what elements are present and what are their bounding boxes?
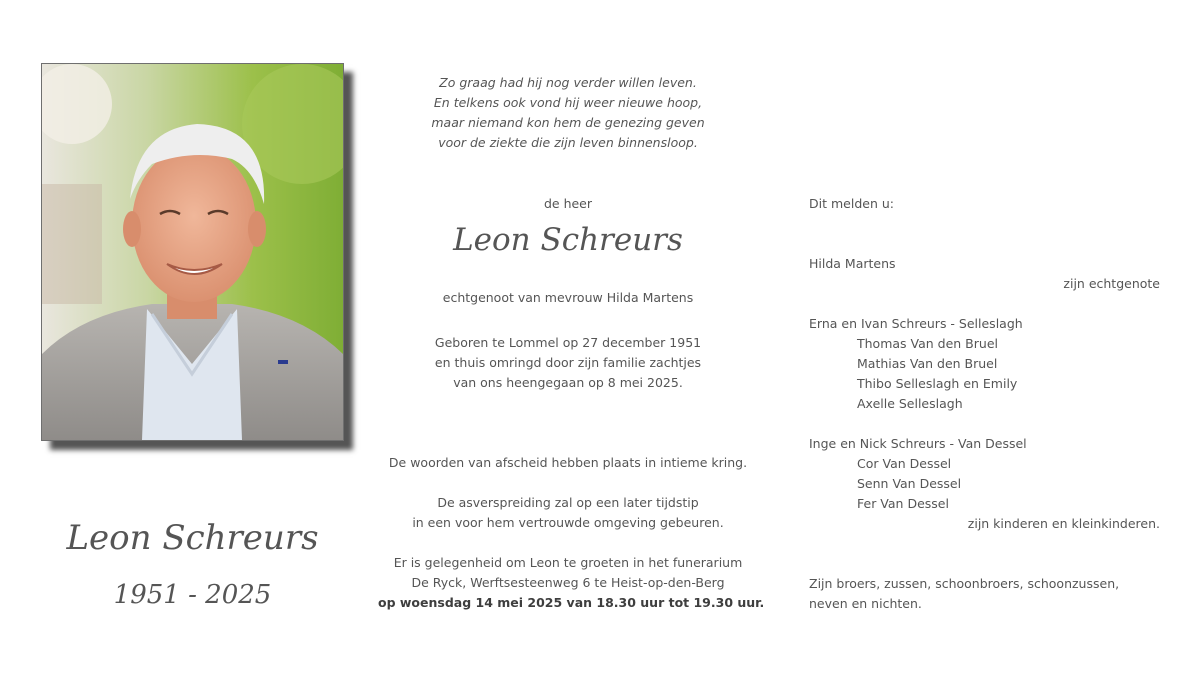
ashes-text bbox=[378, 493, 758, 533]
poem bbox=[378, 73, 758, 153]
portrait-image bbox=[42, 64, 343, 440]
children-role: zijn kinderen en kleinkinderen. bbox=[967, 516, 1160, 531]
family-head: Erna en Ivan Schreurs - Selleslagh bbox=[809, 316, 1023, 331]
family-member: Fer Van Dessel bbox=[857, 496, 949, 511]
spouse-line bbox=[378, 288, 758, 308]
siblings-line: neven en nichten. bbox=[809, 596, 922, 611]
siblings-line: Zijn broers, zussen, schoonbroers, schoonzussen, bbox=[809, 576, 1120, 591]
deceased-name-left: Leon Schreurs bbox=[66, 518, 319, 558]
family-member: Mathias Van den Bruel bbox=[857, 356, 998, 371]
family-member: Cor Van Dessel bbox=[857, 456, 952, 471]
born-line: van ons heengegaan op 8 mei 2025. bbox=[453, 375, 683, 390]
spouse-name: Hilda Martens bbox=[809, 256, 896, 271]
birth-death-text bbox=[378, 333, 758, 393]
title-text: de heer bbox=[543, 196, 593, 211]
spouse-role: zijn echtgenote bbox=[1063, 276, 1160, 291]
visit-line: De Ryck, Werftsesteenweg 6 te Heist-op-den-Berg bbox=[411, 575, 725, 590]
intro-text: Dit melden u: bbox=[809, 196, 894, 211]
poem-line: maar niemand kon hem de genezing geven bbox=[431, 115, 705, 130]
life-years: 1951 - 2025 bbox=[113, 580, 272, 610]
ashes-line: De asverspreiding zal op een later tijdstip bbox=[437, 495, 699, 510]
portrait-photo bbox=[41, 63, 344, 441]
poem-line: Zo graag had hij nog verder willen leven. bbox=[439, 75, 697, 90]
poem-line: voor de ziekte die zijn leven binnensloop. bbox=[438, 135, 698, 150]
ashes-line: in een voor hem vertrouwde omgeving gebeuren. bbox=[412, 515, 724, 530]
visitation-text bbox=[378, 553, 765, 613]
farewell-text bbox=[378, 453, 758, 473]
poem-line: En telkens ook vond hij weer nieuwe hoop, bbox=[433, 95, 703, 110]
spouse-text: echtgenoot van mevrouw Hilda Martens bbox=[442, 290, 694, 305]
born-line: Geboren te Lommel op 27 december 1951 bbox=[434, 335, 702, 350]
family-head: Inge en Nick Schreurs - Van Dessel bbox=[809, 436, 1027, 451]
family-member: Thibo Selleslagh en Emily bbox=[857, 376, 1018, 391]
deceased-name-center: Leon Schreurs bbox=[453, 222, 683, 258]
title-line bbox=[378, 194, 758, 214]
family-member: Axelle Selleslagh bbox=[857, 396, 963, 411]
born-line: en thuis omringd door zijn familie zachtjes bbox=[434, 355, 702, 370]
family-member: Thomas Van den Bruel bbox=[857, 336, 998, 351]
farewell-line: De woorden van afscheid hebben plaats in intieme kring. bbox=[388, 455, 748, 470]
visit-line: Er is gelegenheid om Leon te groeten in het funerarium bbox=[393, 555, 743, 570]
family-member: Senn Van Dessel bbox=[857, 476, 962, 491]
family-announcement bbox=[809, 0, 1160, 682]
visit-time: op woensdag 14 mei 2025 van 18.30 uur tot 19.30 uur. bbox=[378, 595, 765, 610]
